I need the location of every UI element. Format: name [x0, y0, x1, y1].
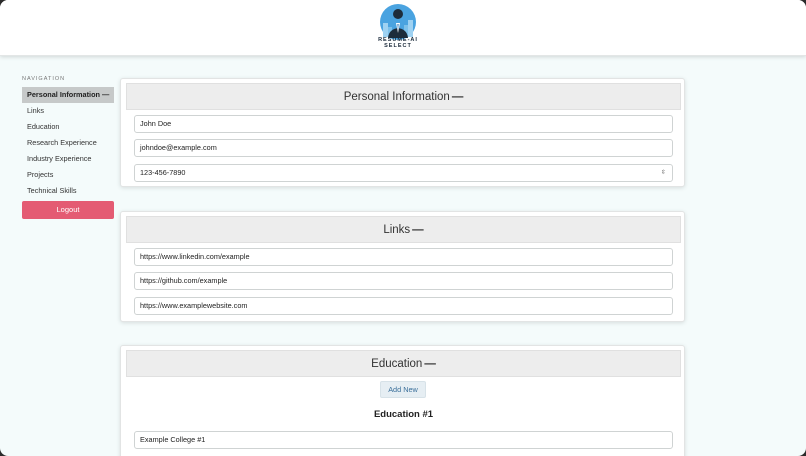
logo-text-line2: SELECT: [384, 42, 412, 49]
collapse-icon[interactable]: —: [412, 224, 424, 236]
logo-text: [366, 38, 430, 49]
collapse-icon: —: [101, 90, 110, 99]
education-header[interactable]: [126, 350, 681, 377]
section-title: Links: [383, 224, 411, 236]
nav-item-links[interactable]: Links: [27, 106, 45, 115]
logout-button[interactable]: Logout: [22, 201, 114, 219]
phone-value: 123-456-7890: [140, 168, 186, 177]
github-field[interactable]: https://github.com/example: [134, 272, 673, 290]
name-field[interactable]: John Doe: [134, 115, 673, 133]
nav-heading: NAVIGATION: [22, 76, 66, 82]
links-card: [120, 211, 685, 322]
personal-information-card: [120, 78, 685, 187]
nav-item-label: Personal Information: [27, 90, 100, 99]
collapse-icon[interactable]: —: [451, 91, 464, 103]
nav-item-projects[interactable]: Projects: [27, 170, 54, 179]
nav-item-technical-skills[interactable]: Technical Skills: [27, 186, 77, 195]
links-header[interactable]: [126, 216, 681, 243]
section-title: Personal Information: [343, 91, 450, 103]
college-field[interactable]: Example College #1: [134, 431, 673, 449]
education-card: [120, 345, 685, 456]
top-header: [0, 0, 806, 56]
add-education-button[interactable]: Add New: [380, 381, 426, 398]
nav-item-education[interactable]: Education: [27, 122, 60, 131]
website-field[interactable]: https://www.examplewebsite.com: [134, 297, 673, 315]
spinner-icon[interactable]: ⇳: [660, 170, 666, 176]
section-title: Education: [371, 358, 423, 370]
logo-text-line1: RESUME-AI: [378, 37, 418, 43]
linkedin-field[interactable]: https://www.linkedin.com/example: [134, 248, 673, 266]
personal-information-header[interactable]: [126, 83, 681, 110]
phone-field[interactable]: [134, 164, 673, 182]
sidebar-nav: [22, 76, 114, 219]
nav-item-industry-experience[interactable]: Industry Experience: [27, 154, 92, 163]
nav-item-research-experience[interactable]: Research Experience: [27, 138, 97, 147]
collapse-icon[interactable]: —: [424, 358, 436, 370]
education-entry-title: Education #1: [373, 409, 434, 420]
email-field[interactable]: johndoe@example.com: [134, 139, 673, 157]
nav-item-personal-information[interactable]: [22, 87, 114, 103]
